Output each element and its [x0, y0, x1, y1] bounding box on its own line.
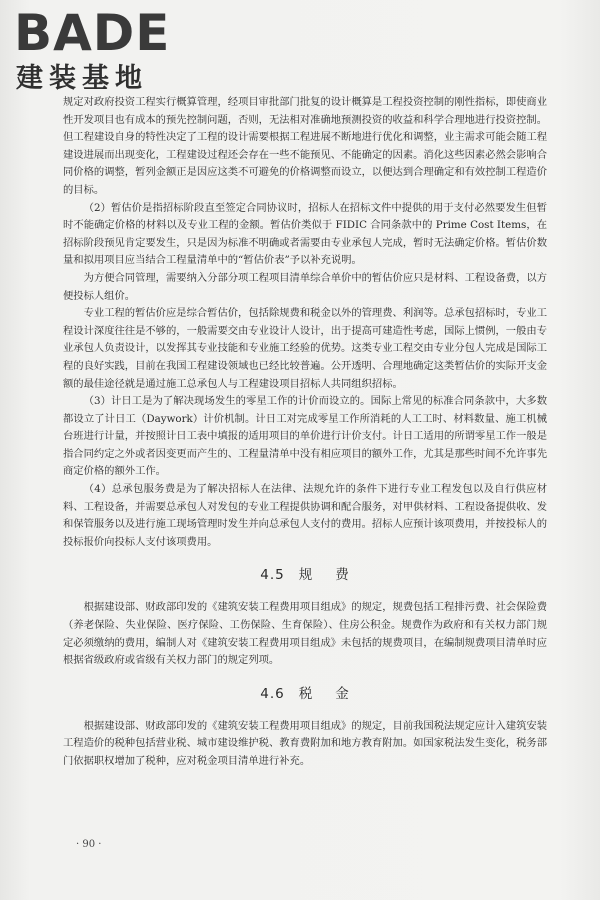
paragraph-taxes: 根据建设部、财政部印发的《建筑安装工程费用项目组成》的规定，目前我国税法规定应计入建筑安装工程造价的税种包括营业税、城市建设维护税、教育费附加和地方教育附加。如国家税法发生变化，税务部门依据职权增加了税种，应对税金项目清单进行补充。: [63, 719, 547, 767]
paragraph-contract-management: 为方便合同管理，需要纳入分部分项工程项目清单综合单价中的暂估价应只是材料、工程设备费，以方便投标人组价。: [63, 271, 547, 302]
section-heading-4-6: [63, 684, 547, 704]
page-body: [63, 94, 547, 771]
logo-subtitle-text: 建装基地: [16, 63, 148, 94]
section-number: 4.6: [260, 685, 285, 702]
watermark-logo: [14, 6, 174, 96]
paragraph-fees: 根据建设部、财政部印发的《建筑安装工程费用项目组成》的规定，规费包括工程排污费、社会保险费（养老保险、失业保险、医疗保险、工伤保险、生育保险）、住房公积金。规费作为政府和有关权力部门规定必须缴纳的费用，编制人对《建筑安装工程费用项目组成》未包括的规费项目，在编制规费项目清单时应根据省级政府或省级有关权力部门的规定列项。: [63, 601, 547, 667]
paragraph-daywork: （3）计日工是为了解决现场发生的零星工作的计价而设立的。国际上常见的标准合同条款中，大多数都设立了计日工（Daywork）计价机制。计日工对完成零星工作所消耗的人工工时、材料数量、施工机械台班进行计量，并按照计日工表中填报的适用项目的单价进行计价支付。计日工适用的所谓零星工作一般是指合同约定之外或者因变更而产生的、工程量清单中没有相应项目的额外工作，尤其是那些时间不允许事先商定价格的额外工作。: [63, 395, 547, 478]
paragraph-specialist-works: 专业工程的暂估价应是综合暂估价，包括除规费和税金以外的管理费、利润等。总承包招标时，专业工程设计深度往往是不够的，一般需要交由专业设计人设计，出于提高可建造性考虑，国际上惯例，一般由专业承包人负责设计，以发挥其专业技能和专业施工经验的优势。这类专业工程交由专业分包人完成是国际工程的良好实践，目前在我国工程建设领域也已经比较普遍。公开透明、合理地确定这类暂估价的实际开支金额的最佳途径就是通过施工总承包人与工程建设项目招标人共同组织招标。: [63, 307, 547, 390]
section-title-char: 规: [298, 567, 314, 584]
section-title-char: 税: [298, 685, 314, 702]
paragraph-main-contractor-fee: （4）总承包服务费是为了解决招标人在法律、法规允许的条件下进行专业工程发包以及自行供应材料、工程设备，并需要总承包人对发包的专业工程提供协调和配合服务，对甲供材料、工程设备提供收、发和保管服务以及进行施工现场管理时发生并向总承包人支付的费用。招标人应预计该项费用，并按投标人的投标报价向投标人支付该项费用。: [63, 483, 547, 548]
paragraph-continued: 规定对政府投资工程实行概算管理，经项目审批部门批复的设计概算是工程投资控制的刚性指标，即使商业性开发项目也有成本的预先控制问题，否则，无法相对准确地预测投资的收益和科学合理地进行投资控制。但工程建设自身的特性决定了工程的设计需要根据工程进展不断地进行优化和调整，业主需求可能会随工程建设进展而出现变化，工程建设过程还会存在一些不能预见、不能确定的因素。消化这些因素必然会影响合同价格的调整，暂列金额正是因应这类不可避免的价格调整而设立，以便达到合理确定和有效控制工程造价的目标。: [63, 96, 547, 196]
section-number: 4.5: [260, 567, 285, 584]
page-number: · 90 ·: [76, 839, 102, 850]
paragraph-provisional-sum: （2）暂估价是指招标阶段直至签定合同协议时，招标人在招标文件中提供的用于支付必然要发生但暂时不能确定价格的材料以及专业工程的金额。暂估价类似于 FIDIC 合同条款中的 Prime Cost Items，在招标阶段预见肯定要发生，只是因为标准不明确或者需要由专业承包人完成，暂时无法确定价格。暂估价数量和拟用项目应当结合工程量清单中的“暂估价表”予以补充说明。: [63, 201, 547, 267]
logo-brand-text: BADE: [14, 4, 171, 62]
section-heading-4-5: [63, 565, 547, 585]
section-title-char: 金: [335, 685, 350, 702]
section-title-char: 费: [335, 567, 350, 584]
